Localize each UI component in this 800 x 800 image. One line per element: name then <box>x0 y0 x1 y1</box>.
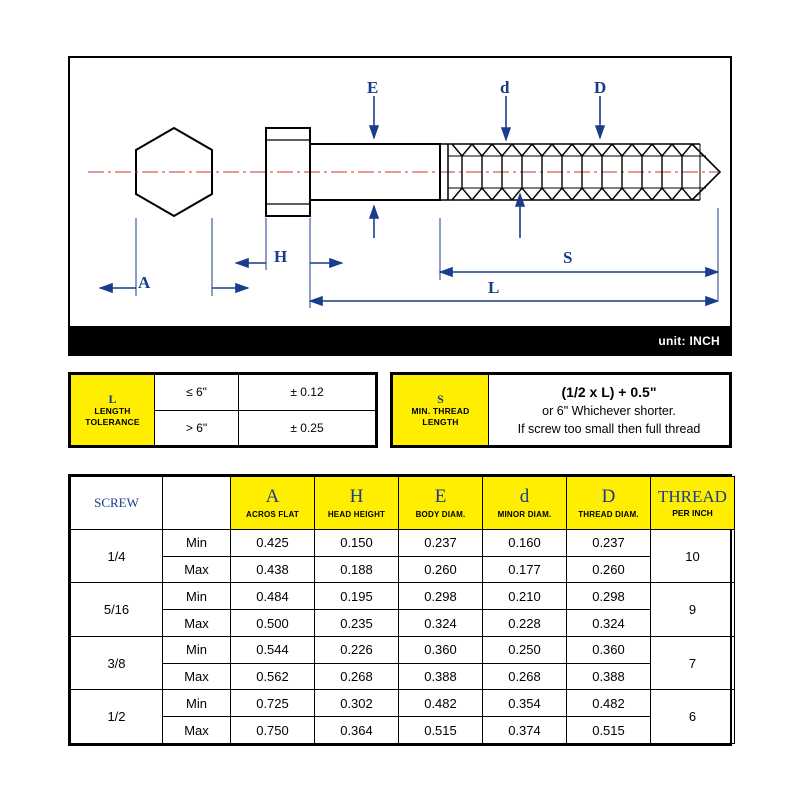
tolerance-value: ± 0.12 <box>239 375 376 411</box>
table-row <box>71 610 735 637</box>
cell-d-min: 0.160 <box>483 530 567 557</box>
row-minmax: Min <box>163 583 231 610</box>
cell-H-max: 0.268 <box>315 663 399 690</box>
tolerance-key-sub1: LENGTH <box>94 406 131 417</box>
cell-A-max: 0.750 <box>231 717 315 744</box>
cell-H-min: 0.302 <box>315 690 399 717</box>
cell-thread: 9 <box>651 583 735 636</box>
row-minmax: Max <box>163 663 231 690</box>
cell-E-min: 0.298 <box>399 583 483 610</box>
cell-A-min: 0.425 <box>231 530 315 557</box>
tolerance-key-cell <box>71 375 155 446</box>
cell-E-min: 0.482 <box>399 690 483 717</box>
cell-E-max: 0.260 <box>399 556 483 583</box>
min-thread-key-sub1: MIN. THREAD <box>411 406 470 417</box>
label-D: D <box>594 78 607 97</box>
cell-D-min: 0.298 <box>567 583 651 610</box>
row-minmax: Max <box>163 610 231 637</box>
header-col-E-letter: E <box>434 485 447 507</box>
specification-table <box>68 474 732 746</box>
row-minmax: Min <box>163 530 231 557</box>
header-col-A-letter: A <box>265 485 280 507</box>
cell-A-min: 0.484 <box>231 583 315 610</box>
min-thread-key-letter: S <box>437 391 444 406</box>
table-row <box>71 583 735 610</box>
table-row <box>71 690 735 717</box>
tolerance-key-letter: L <box>108 391 117 406</box>
header-minmax <box>163 477 231 530</box>
header-screw: SCREW <box>71 477 163 530</box>
row-size: 3/8 <box>71 636 163 689</box>
cell-d-max: 0.268 <box>483 663 567 690</box>
cell-D-max: 0.324 <box>567 610 651 637</box>
header-col-d-sub: MINOR DIAM. <box>497 509 552 519</box>
label-S: S <box>563 248 573 267</box>
cell-E-min: 0.360 <box>399 636 483 663</box>
header-col-thread <box>651 477 735 530</box>
row-minmax: Min <box>163 690 231 717</box>
header-col-d-letter: d <box>519 485 530 507</box>
cell-A-max: 0.438 <box>231 556 315 583</box>
cell-d-max: 0.374 <box>483 717 567 744</box>
cell-E-max: 0.515 <box>399 717 483 744</box>
cell-D-min: 0.482 <box>567 690 651 717</box>
header-col-A <box>231 477 315 530</box>
cell-H-min: 0.150 <box>315 530 399 557</box>
cell-E-min: 0.237 <box>399 530 483 557</box>
lag-screw-drawing <box>70 58 730 354</box>
row-minmax: Max <box>163 717 231 744</box>
cell-thread: 10 <box>651 530 735 583</box>
cell-D-min: 0.360 <box>567 636 651 663</box>
table-row <box>71 530 735 557</box>
cell-A-max: 0.500 <box>231 610 315 637</box>
tolerance-value: ± 0.25 <box>239 410 376 446</box>
cell-d-max: 0.228 <box>483 610 567 637</box>
label-E: E <box>367 78 379 97</box>
min-thread-key-sub2: LENGTH <box>422 417 459 428</box>
min-thread-key-cell <box>393 375 489 446</box>
row-size: 1/4 <box>71 530 163 583</box>
row-size: 5/16 <box>71 583 163 636</box>
label-d: d <box>500 78 510 97</box>
min-thread-length-table <box>390 372 732 448</box>
cell-D-max: 0.388 <box>567 663 651 690</box>
label-A: A <box>138 273 151 292</box>
cell-H-min: 0.195 <box>315 583 399 610</box>
header-col-A-sub: ACROS FLAT <box>246 509 299 519</box>
header-thread-line2: PER INCH <box>672 508 713 519</box>
row-minmax: Min <box>163 636 231 663</box>
cell-d-min: 0.210 <box>483 583 567 610</box>
cell-D-max: 0.260 <box>567 556 651 583</box>
label-L: L <box>488 278 500 297</box>
cell-H-max: 0.188 <box>315 556 399 583</box>
cell-E-max: 0.324 <box>399 610 483 637</box>
cell-E-max: 0.388 <box>399 663 483 690</box>
unit-note-bar <box>68 326 732 356</box>
header-col-H-sub: HEAD HEIGHT <box>327 509 386 519</box>
table-row <box>71 636 735 663</box>
header-col-E <box>399 477 483 530</box>
tolerance-key-sub2: TOLERANCE <box>85 417 140 428</box>
header-col-E-sub: BODY DIAM. <box>415 509 466 519</box>
cell-A-min: 0.544 <box>231 636 315 663</box>
header-col-d <box>483 477 567 530</box>
table-row <box>71 717 735 744</box>
header-col-H <box>315 477 399 530</box>
cell-H-min: 0.226 <box>315 636 399 663</box>
row-size: 1/2 <box>71 690 163 744</box>
header-col-D-letter: D <box>601 485 616 507</box>
min-thread-rule-line1: (1/2 x L) + 0.5" <box>561 383 657 400</box>
label-H: H <box>274 247 288 266</box>
cell-A-max: 0.562 <box>231 663 315 690</box>
tolerance-condition: > 6" <box>155 410 239 446</box>
header-col-D <box>567 477 651 530</box>
row-minmax: Max <box>163 556 231 583</box>
cell-thread: 6 <box>651 690 735 744</box>
length-tolerance-table <box>68 372 378 448</box>
cell-H-max: 0.235 <box>315 610 399 637</box>
table-row <box>71 663 735 690</box>
cell-thread: 7 <box>651 636 735 689</box>
min-thread-rule-line3: If screw too small then full thread <box>517 422 701 437</box>
table-header-row <box>71 477 735 530</box>
cell-d-min: 0.250 <box>483 636 567 663</box>
cell-D-max: 0.515 <box>567 717 651 744</box>
cell-d-max: 0.177 <box>483 556 567 583</box>
cell-d-min: 0.354 <box>483 690 567 717</box>
unit-note: unit: INCH <box>658 334 720 348</box>
tolerance-condition: ≤ 6" <box>155 375 239 411</box>
cell-D-min: 0.237 <box>567 530 651 557</box>
min-thread-rule-line2: or 6" Whichever shorter. <box>542 404 676 419</box>
header-col-H-letter: H <box>349 485 364 507</box>
cell-A-min: 0.725 <box>231 690 315 717</box>
min-thread-rule-cell <box>489 375 730 446</box>
diagram-panel <box>68 56 732 356</box>
header-thread-line1: THREAD <box>658 486 727 506</box>
cell-H-max: 0.364 <box>315 717 399 744</box>
header-col-D-sub: THREAD DIAM. <box>578 509 639 519</box>
table-row <box>71 556 735 583</box>
